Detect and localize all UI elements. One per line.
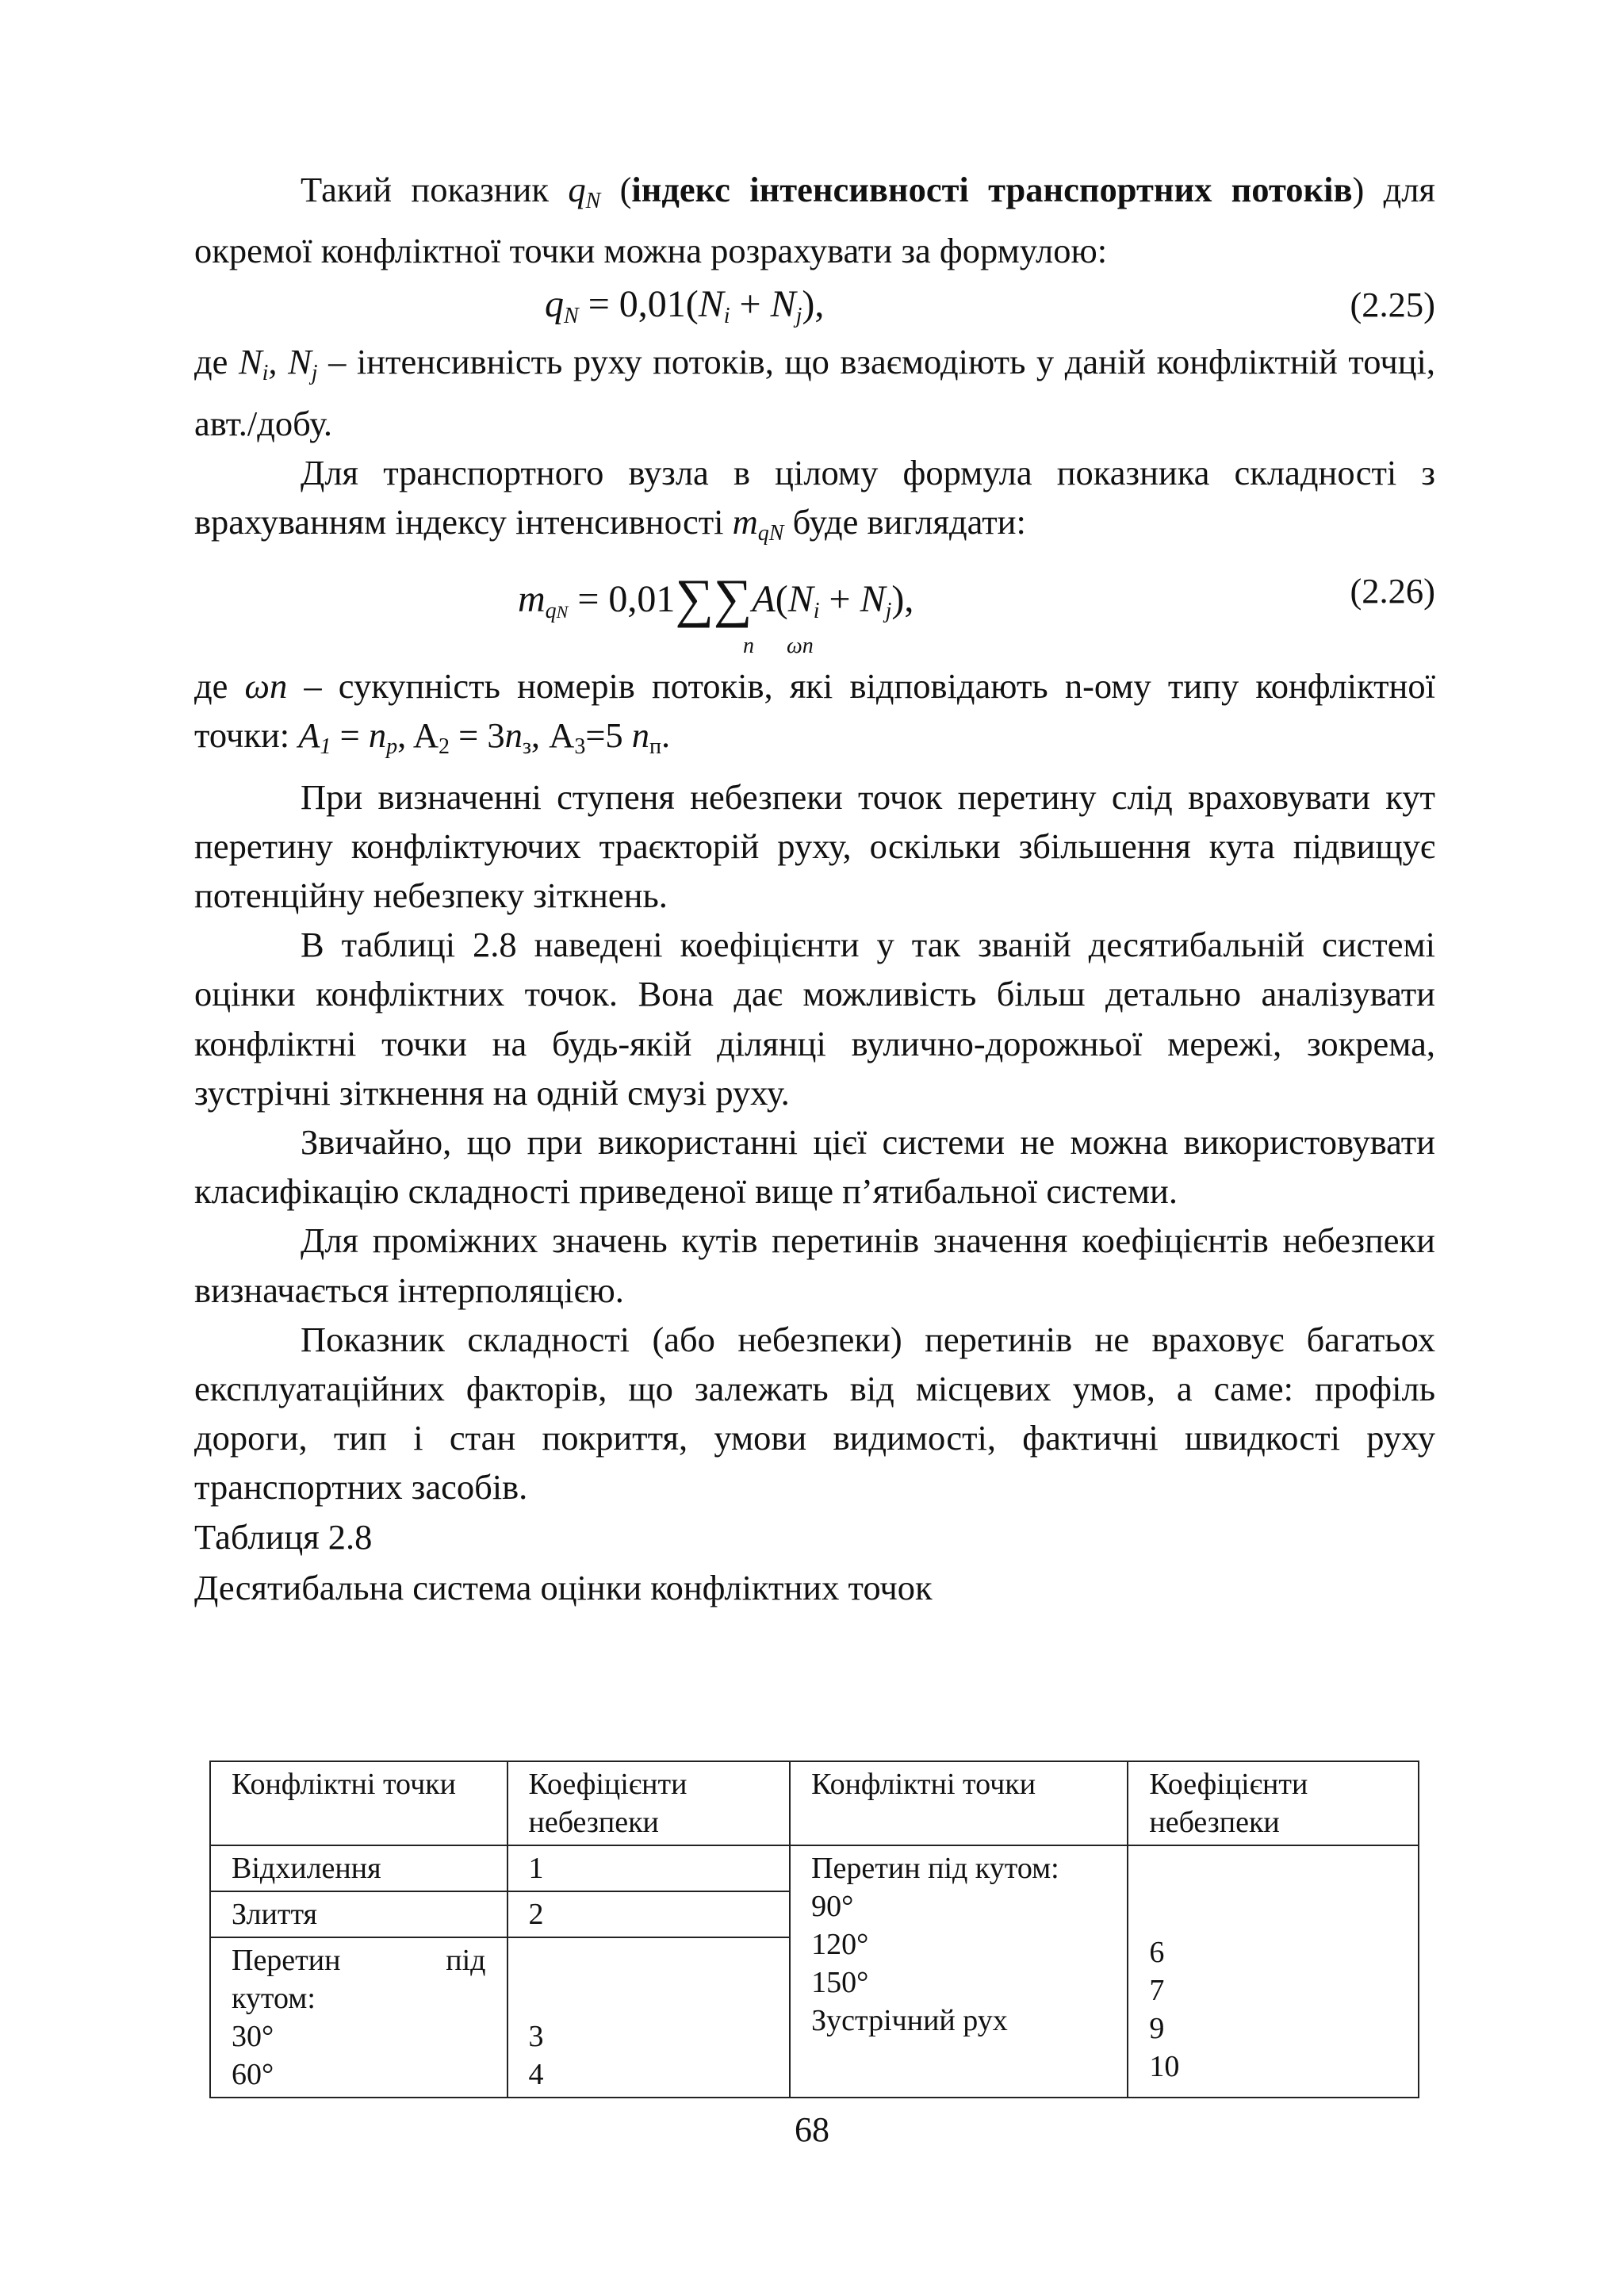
var-subscript: qN xyxy=(757,521,784,546)
text-run: + xyxy=(730,283,771,326)
table-cell-crossing xyxy=(210,1937,508,2098)
cell-line: 120° xyxy=(811,1928,869,1961)
text-run: , A xyxy=(397,715,439,756)
var-subscript: 3 xyxy=(574,734,586,760)
var-letter: N xyxy=(787,578,814,621)
text-run: Такий показник xyxy=(301,170,569,209)
equation-number: (2.26) xyxy=(1350,571,1435,611)
text-run: , xyxy=(268,342,289,382)
paragraph-6: В таблиці 2.8 наведені коефіцієнти у так званій десятибальній системі оцінки конфліктних точок. Вона дає можливість більш детально аналізувати конфліктні точки на будь-якій ділянці вулично-дорожньої мережі, зокрема, зустрічні зіткнення на одній смузі руху. xyxy=(194,925,1435,1113)
text-run: . xyxy=(661,715,671,756)
text-run: = 0,01( xyxy=(578,283,699,326)
var-letter: N xyxy=(698,283,724,326)
var-subscript: i xyxy=(813,599,820,624)
text-run: ) для окремої конфліктної точки можна розрахувати за формулою: xyxy=(194,170,1435,271)
var-letter: n xyxy=(631,715,650,756)
text-run: = 0,01 xyxy=(568,578,676,621)
text-run: ), xyxy=(802,283,825,326)
text-run: Для транспортного вузла в цілому формула показника складності з врахуванням індексу інтенсивності xyxy=(194,452,1435,542)
cell-line: 3 xyxy=(528,2020,544,2053)
text-run: де xyxy=(194,342,239,382)
table-cell: 1 xyxy=(508,1845,791,1891)
cell-line: Перетин під кутом: xyxy=(811,1852,1059,1885)
var-subscript: i xyxy=(723,304,730,329)
text-run: , A xyxy=(530,715,575,756)
paragraph-1 xyxy=(194,165,1435,275)
text-run: = xyxy=(331,715,369,756)
var-letter: n xyxy=(368,715,387,756)
cell-line: кутом: xyxy=(232,1982,316,2015)
formula-expression xyxy=(518,566,914,637)
cell-line: 30° xyxy=(232,2020,274,2053)
text-run: ( xyxy=(600,170,632,209)
var-letter: m xyxy=(518,578,546,621)
var-subscript: N xyxy=(564,304,579,329)
var-letter: n xyxy=(504,715,523,756)
header-cell: Конфліктні точки xyxy=(210,1761,508,1845)
text-run: ), xyxy=(891,578,914,621)
cell-line: 150° xyxy=(811,1966,869,1999)
var-subscript: N xyxy=(585,189,601,213)
body-text xyxy=(194,165,1435,1612)
page-number: 68 xyxy=(795,2110,829,2149)
cell-line: 6 xyxy=(1149,1936,1165,1969)
text-run: буде виглядати: xyxy=(783,502,1026,542)
var-letter: A xyxy=(752,578,776,621)
var-letter: N xyxy=(770,283,796,326)
bold-term: індекс інтенсивності транспортних потоків xyxy=(631,170,1353,209)
text-run: =5 xyxy=(585,715,632,756)
var-letter: N xyxy=(288,342,312,382)
var-letter: ωn xyxy=(244,666,288,707)
var-subsubscript: N xyxy=(556,602,569,623)
table-header-row xyxy=(210,1761,1419,1845)
table-cell-right-coefs xyxy=(1128,1845,1419,2098)
var-subscript: j xyxy=(311,361,318,386)
paragraph-2 xyxy=(194,337,1435,447)
var-letter: N xyxy=(238,342,262,382)
cell-line: 10 xyxy=(1149,2050,1180,2083)
cell-line: Зустрічний рух xyxy=(811,2004,1008,2037)
header-cell: Конфліктні точки xyxy=(790,1761,1128,1845)
sum-limit: n xyxy=(743,634,754,659)
paragraph-9: Показник складності (або небезпеки) перетинів не враховує багатьох експлуатаційних факторів, що залежать від місцевих умов, а саме: профіль дороги, тип і стан покриття, умови видимості, фактичні швидкості руху транспортних засобів. xyxy=(194,1319,1435,1508)
paragraph-4 xyxy=(194,661,1435,772)
cell-line: 7 xyxy=(1149,1974,1165,2007)
sum-limit: ωn xyxy=(787,634,814,659)
var-subscript: 2 xyxy=(439,734,450,760)
text-run: де xyxy=(194,666,245,707)
var-letter: A xyxy=(298,715,320,756)
paragraph-7: Звичайно, що при використанні цієї системи не можна використовувати класифікацію складності приведеної вище п’ятибальної системи. xyxy=(194,1122,1435,1212)
table-row xyxy=(210,1845,1419,1891)
text-run: – сукупність номерів потоків, які відповідають n-ому типу конфліктної точки: xyxy=(194,666,1435,756)
table-title: Десятибальна система оцінки конфліктних точок xyxy=(194,1567,933,1607)
text-run: – інтенсивність руху потоків, що взаємодіють у даній конфліктній точці, авт./добу. xyxy=(194,342,1435,443)
header-cell: Коефіцієнти небезпеки xyxy=(508,1761,791,1845)
cell-spacer xyxy=(529,1941,769,2017)
text-run: = 3 xyxy=(450,715,505,756)
header-cell: Коефіцієнти небезпеки xyxy=(1128,1761,1419,1845)
cell-line: 9 xyxy=(1149,2012,1165,2045)
cell-line: 60° xyxy=(232,2058,274,2091)
var-subscript: j xyxy=(885,599,892,624)
formula-expression xyxy=(545,280,824,341)
var-subscript: i xyxy=(262,361,269,386)
var-letter: N xyxy=(860,578,886,621)
var-subscript: p xyxy=(386,734,398,760)
conflict-points-table xyxy=(209,1761,1419,2098)
var-letter: q xyxy=(545,283,564,326)
table-cell-right-points xyxy=(790,1845,1128,2098)
cell-line: Перетин під xyxy=(232,1944,486,1977)
table-cell: Злиття xyxy=(210,1891,508,1937)
var-subscript: j xyxy=(795,304,802,329)
paragraph-3 xyxy=(194,448,1435,558)
table-cell: 2 xyxy=(508,1891,791,1937)
var-q xyxy=(568,170,601,213)
var-subscript: п xyxy=(649,734,662,760)
cell-line: 4 xyxy=(528,2058,544,2091)
equation-number: (2.25) xyxy=(1350,285,1435,325)
table-cell-crossing-coefs xyxy=(508,1937,791,2098)
paragraph-8: Для проміжних значень кутів перетинів значення коефіцієнтів небезпеки визначається інтерполяцією. xyxy=(194,1220,1435,1310)
var-letter: q xyxy=(568,170,586,209)
text-run: ( xyxy=(775,578,788,621)
sum-symbol: ∑∑ xyxy=(675,568,753,629)
var-subscript: з xyxy=(522,734,531,760)
var-subscript: 1 xyxy=(320,734,331,760)
formula-2-26 xyxy=(194,561,1435,657)
table-label: Таблиця 2.8 xyxy=(194,1516,373,1557)
cell-line: 90° xyxy=(811,1890,854,1923)
formula-2-25 xyxy=(194,280,1435,335)
text-run: + xyxy=(819,578,860,621)
cell-spacer xyxy=(1149,1849,1397,1933)
paragraph-5: При визначенні ступеня небезпеки точок перетину слід враховувати кут перетину конфліктуючих траєкторій руху, оскільки збільшення кута підвищує потенційну небезпеку зіткнень. xyxy=(194,776,1435,916)
table-cell: Відхилення xyxy=(210,1845,508,1891)
var-subscript: q xyxy=(545,599,557,624)
var-letter: m xyxy=(732,502,758,542)
